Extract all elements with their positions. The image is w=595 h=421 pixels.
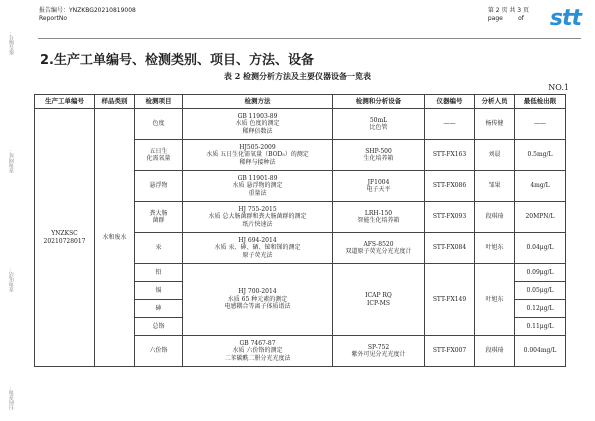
- analyst-cell: 叶旭东: [475, 264, 515, 336]
- header-divider: [38, 38, 581, 39]
- page-number-header: [488, 7, 529, 23]
- item-cell: 铅: [135, 264, 183, 282]
- header-method: 检测方法: [183, 95, 333, 109]
- item-cell: 悬浮物: [135, 171, 183, 202]
- instrument-no-cell: STT-FX093: [425, 202, 475, 233]
- limit-cell: 0.5mg/L: [515, 140, 566, 171]
- limit-cell: 0.04μg/L: [515, 233, 566, 264]
- equipment-cell: 50mL 比色管: [333, 109, 425, 140]
- report-number-en: ReportNo: [39, 15, 68, 22]
- item-cell: 砷: [135, 300, 183, 318]
- item-cell: 五日生 化需氧量: [135, 140, 183, 171]
- instrument-no-cell: STT-FX163: [425, 140, 475, 171]
- section-title: 2.生产工单编号、检测类别、项目、方法、设备: [40, 53, 314, 68]
- table-caption: 表 2 检测分析方法及主要仪器设备一览表: [223, 71, 372, 81]
- analyst-cell: 杨传健: [475, 109, 515, 140]
- item-cell: 汞: [135, 233, 183, 264]
- side-stamp: [6, 30, 18, 410]
- limit-cell: 0.12μg/L: [515, 300, 566, 318]
- method-cell: HJ 755-2015 水质 总大肠菌群和粪大肠菌群的测定 纸片快速法: [183, 202, 333, 233]
- method-cell: GB 11903-89 水质 色度的测定 稀释倍数法: [183, 109, 333, 140]
- method-cell: HJ 700-2014 水质 65 种元素的测定 电感耦合等离子体质谱法: [183, 264, 333, 336]
- limit-cell: ——: [515, 109, 566, 140]
- report-number-header: [39, 7, 136, 23]
- header-instrument-no: 仪器编号: [425, 95, 475, 109]
- instrument-no-cell: STT-FX084: [425, 233, 475, 264]
- item-cell: 粪大肠 菌群: [135, 202, 183, 233]
- equipment-cell: ICAP RQ ICP-MS: [333, 264, 425, 336]
- item-cell: 镉: [135, 282, 183, 300]
- side-stamp-3: 查询电话：: [9, 266, 15, 292]
- header-item: 检测项目: [135, 95, 183, 109]
- order-number-cell: YNZKSC 20210728017: [35, 109, 95, 367]
- table-row: [35, 109, 566, 140]
- header-analyst: 分析人员: [475, 95, 515, 109]
- limit-cell: 20MPN/L: [515, 202, 566, 233]
- limit-cell: 4mg/L: [515, 171, 566, 202]
- equipment-cell: AFS-8520 双道原子荧光分光光度计: [333, 233, 425, 264]
- equipment-cell: LRH-150 智能生化培养箱: [333, 202, 425, 233]
- limit-cell: 0.004mg/L: [515, 336, 566, 367]
- header-equipment: 检测和分析设备: [333, 95, 425, 109]
- page-number-en: page of: [487, 15, 524, 22]
- item-cell: 色度: [135, 109, 183, 140]
- analyst-cell: 段琪琦: [475, 202, 515, 233]
- equipment-cell: SHP-500 生化培养箱: [333, 140, 425, 171]
- header-detection-limit: 最低检出限: [515, 95, 566, 109]
- equipment-cell: JF1004 电子天平: [333, 171, 425, 202]
- instrument-no-cell: STT-FX086: [425, 171, 475, 202]
- analyst-cell: 刘晨: [475, 140, 515, 171]
- method-cell: HJ505-2009 水质 五日生化需氧量（BOD₅）的测定 稀释与接种法: [183, 140, 333, 171]
- side-stamp-2: 查询网址：: [9, 148, 15, 174]
- sample-type-cell: 水和废水: [95, 109, 135, 367]
- limit-cell: 0.09μg/L: [515, 264, 566, 282]
- table-header-row: [35, 95, 566, 109]
- instrument-no-cell: STT-FX007: [425, 336, 475, 367]
- report-number: 报告编号：YNZKBG20210819008: [39, 7, 136, 14]
- analyst-cell: 叶旭东: [475, 233, 515, 264]
- header-sample-type: 样品类别: [95, 95, 135, 109]
- equipment-cell: SP-752 紫外可见分光光度计: [333, 336, 425, 367]
- analyst-cell: 段琪琦: [475, 336, 515, 367]
- side-stamp-4: 扫码查询：: [9, 384, 15, 410]
- method-cell: GB 7467-87 水质 六价铬的测定 二苯碳酰二肼分光光度法: [183, 336, 333, 367]
- header-order-no: 生产工单编号: [35, 95, 95, 109]
- limit-cell: 0.11μg/L: [515, 318, 566, 336]
- company-logo: stt: [549, 6, 581, 31]
- limit-cell: 0.05μg/L: [515, 282, 566, 300]
- table-number: NO.1: [548, 83, 569, 92]
- analyst-cell: 邹果: [475, 171, 515, 202]
- instrument-no-cell: STT-FX149: [425, 264, 475, 336]
- method-cell: GB 11901-89 水质 悬浮物的测定 重量法: [183, 171, 333, 202]
- method-equipment-table: [34, 94, 566, 367]
- item-cell: 六价铬: [135, 336, 183, 367]
- item-cell: 总铬: [135, 318, 183, 336]
- page-number: 第 2 页 共 3 页: [487, 7, 529, 14]
- method-cell: HJ 694-2014 水质 汞、砷、硒、铋和锑的测定 原子荧光法: [183, 233, 333, 264]
- instrument-no-cell: ——: [425, 109, 475, 140]
- side-stamp-1: 报告编号：: [9, 30, 15, 55]
